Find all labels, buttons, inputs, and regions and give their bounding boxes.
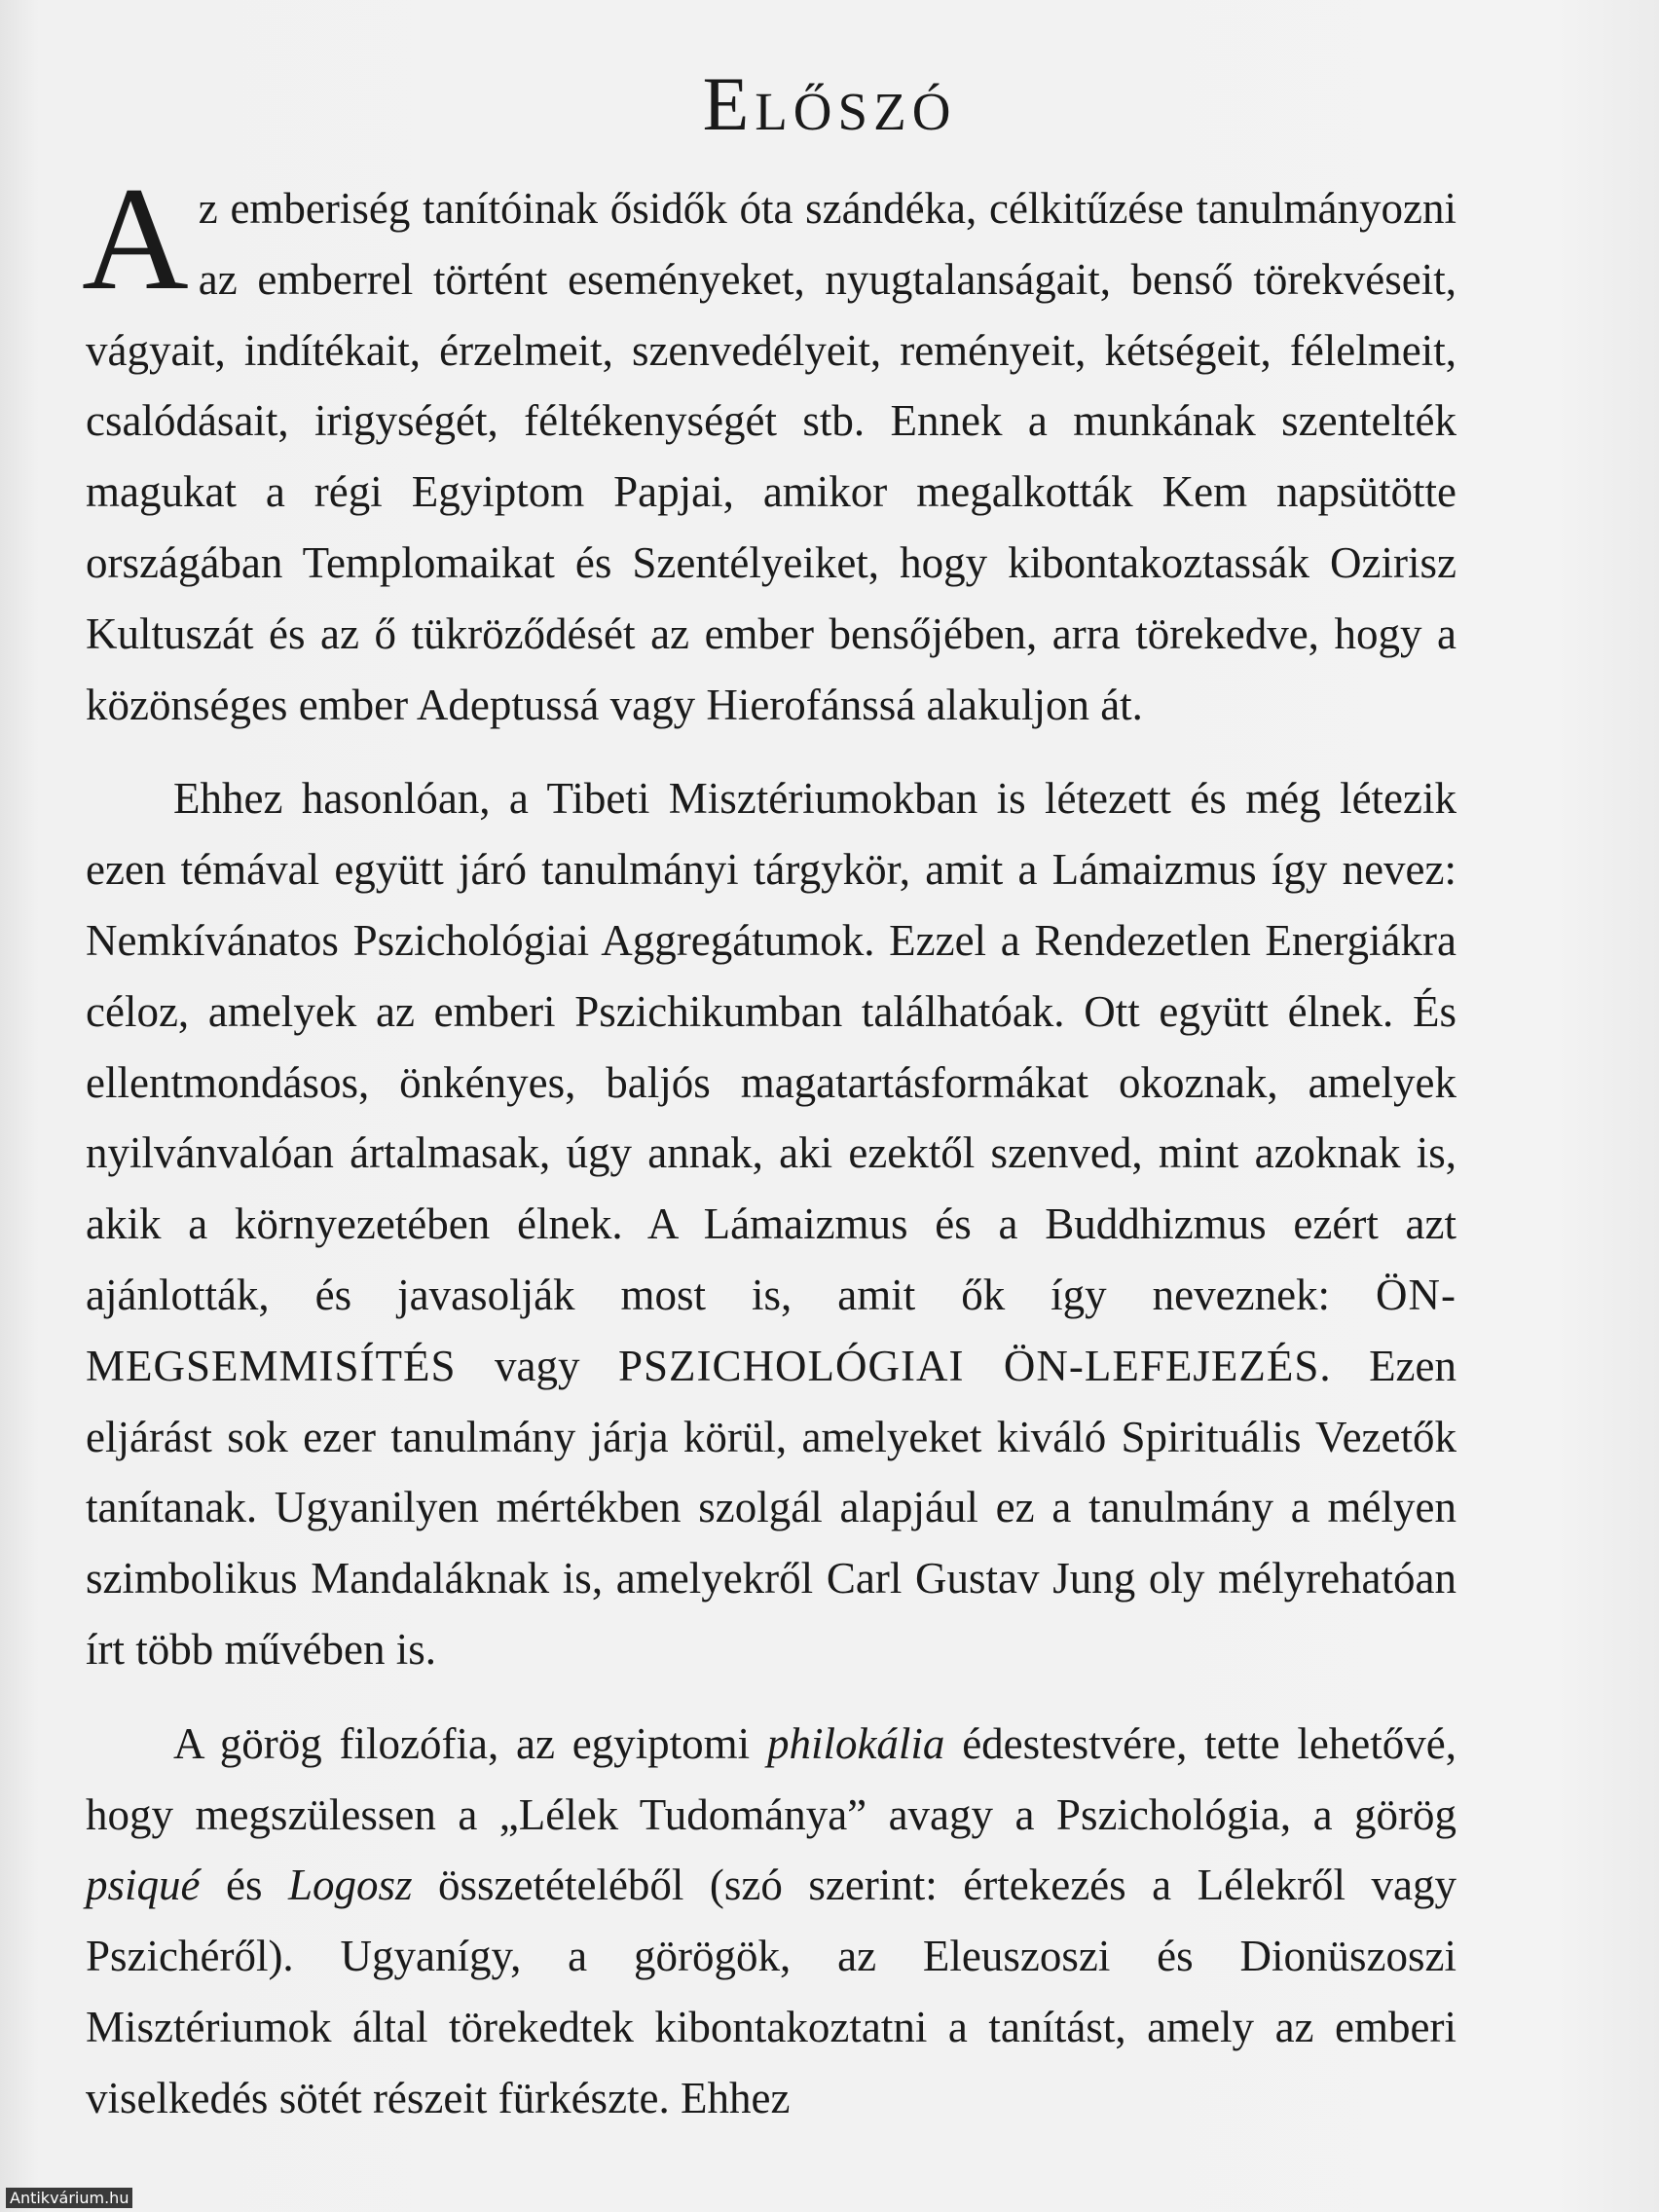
- watermark: Antikvárium.hu: [6, 2188, 132, 2208]
- paragraph-2: [86, 763, 1456, 1684]
- paragraph-3-part-a: A görög filozófia, az egyiptomi: [173, 1718, 767, 1768]
- paragraph-1-text: z emberiség tanítóinak ősidők óta szándéka, célkitűzése tanulmányozni az emberrel történt eseményeket, nyugtalanságait, benső törekvéseit, vágyait, indítékait, érzelmeit, szenvedélyeit, reményeit, kétségeit, félelmeit, csalódásait, irigységét, féltékenységét stb. Ennek a munkának szentelték magukat a régi Egyiptom Papjai, amikor megalkották Kem napsütötte országában Templomaikat és Szentélyeiket, hogy kibontakoztassák Ozirisz Kultuszát és az ő tükröződését az ember bensőjében, arra törekedve, hogy a közönséges ember Adeptussá vagy Hierofánssá alakuljon át.: [86, 184, 1456, 729]
- paragraph-2-part-c: . Ezen eljárást sok ezer tanulmány járja körül, amelyeket kiváló Spirituális Vezetők tanítanak. Ugyanilyen mértékben szolgál alapjául ez a tanulmány a mélyen szimbolikus Mandaláknak is, amelyekről Carl Gustav Jung oly mélyrehatóan írt több művében is.: [86, 1341, 1456, 1674]
- drop-cap: A: [82, 157, 189, 320]
- paragraph-1: [82, 157, 1456, 740]
- paragraph-3-part-c: és: [200, 1861, 288, 1910]
- paragraph-2-caps-1: ÖN-MEGSEMMISÍTÉS: [86, 1270, 1456, 1390]
- paragraph-3-italic-3: Logosz: [287, 1861, 413, 1910]
- body-text: [82, 157, 1456, 2134]
- paragraph-3-part-d: összetételéből (szó szerint: értekezés a Lélekről vagy Pszichéről). Ugyanígy, a görögök, az Eleuszoszi és Dionüszoszi Misztériumok által törekedtek kibontakoztatni a tanítást, amely az emberi viselkedés sötét részeit fürkészte. Ehhez: [86, 1861, 1456, 2122]
- paragraph-2-part-b: vagy: [456, 1341, 618, 1390]
- paragraph-3: [86, 1709, 1456, 2134]
- page-title: Előszó: [702, 61, 957, 146]
- paragraph-2-caps-2: PSZICHOLÓGIAI ÖN-LEFEJEZÉS: [617, 1341, 1320, 1390]
- paragraph-3-italic-1: philokália: [766, 1718, 945, 1768]
- paragraph-3-part-b: édestestvére, tette lehetővé, hogy megszülessen a „Lélek Tudománya” avagy a Pszichológia, a görög: [86, 1718, 1456, 1839]
- paragraph-3-italic-2: psiqué: [86, 1861, 201, 1910]
- paragraph-2-part-a: Ehhez hasonlóan, a Tibeti Misztériumokban is létezett és még létezik ezen témával együtt járó tanulmányi tárgykör, amit a Lámaizmus így nevez: Nemkívánatos Pszichológiai Aggregátumok. Ezzel a Rendezetlen Energiákra céloz, amelyek az emberi Pszichikumban találhatóak. Ott együtt élnek. És ellentmondásos, önkényes, baljós magatartásformákat okoznak, amelyek nyilvánvalóan ártalmasak, úgy annak, aki ezektől szenved, mint azoknak is, akik a környezetében élnek. A Lámaizmus és a Buddhizmus ezért azt ajánlották, és javasolják most is, amit ők így neveznek:: [86, 774, 1456, 1319]
